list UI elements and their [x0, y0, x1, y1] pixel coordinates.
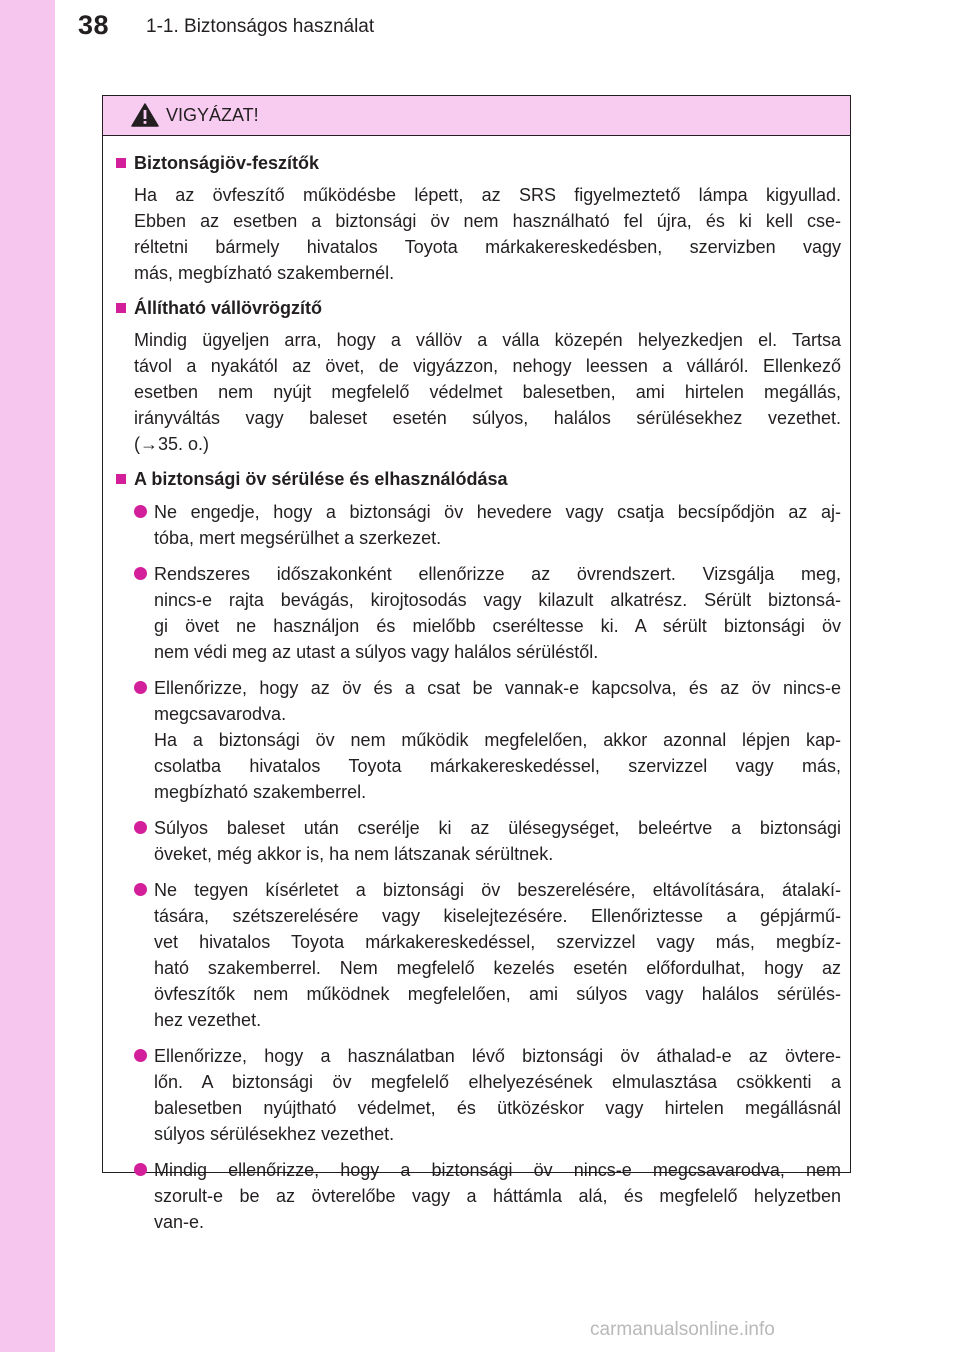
- bullet-line: nem védi meg az utast a súlyos vagy halálos sérüléstől.: [154, 642, 599, 662]
- bullet-item: [114, 1043, 841, 1147]
- round-bullet-icon: [134, 883, 147, 896]
- caution-box: [102, 95, 851, 1232]
- page-number: 38: [78, 10, 110, 40]
- bullet-item: [114, 815, 841, 867]
- bullet-line: megcsavarodva.: [154, 704, 287, 724]
- caution-section: [114, 150, 841, 286]
- bullet-line: Ellenőrizze, hogy az öv és a csat be vannak-e kapcsolva, és az öv nincs-e: [154, 678, 841, 698]
- bullet-item: [114, 877, 841, 1033]
- caution-header: [103, 96, 850, 136]
- section-title: [114, 150, 841, 176]
- bullet-line: tására, szétszerelésére vagy kiselejtezésére. Ellenőriztesse a gépjármű-: [154, 906, 841, 926]
- bullet-line: Ne tegyen kísérletet a biztonsági öv beszerelésére, eltávolítására, átalakí-: [154, 880, 841, 900]
- paragraph-line: esetben nem nyújt megfelelő védelmet balesetben, ami hirtelen megállás,: [134, 382, 841, 402]
- caution-content: [103, 136, 850, 1235]
- bullet-line: Ha a biztonsági öv nem működik megfelelően, akkor azonnal lépjen kap-: [154, 730, 841, 750]
- round-bullet-icon: [134, 821, 147, 834]
- bullet-item: [114, 499, 841, 551]
- section-title-text: Biztonságiöv-feszítők: [134, 153, 320, 173]
- paragraph-line: Mindig ügyeljen arra, hogy a vállöv a válla közepén helyezkedjen el. Tartsa: [134, 330, 841, 350]
- paragraph-line: (→35. o.): [134, 434, 210, 454]
- bullet-line: ható szakemberrel. Nem megfelelő kezelés esetén előfordulhat, hogy az: [154, 958, 841, 978]
- chapter-header: 1-1. Biztonságos használat: [146, 16, 375, 37]
- bullet-line: nincs-e rajta bevágás, kirojtosodás vagy kilazult alkatrész. Sérült biztonsá-: [154, 590, 841, 610]
- section-paragraph: [114, 327, 841, 457]
- round-bullet-icon: [134, 1163, 147, 1176]
- round-bullet-icon: [134, 681, 147, 694]
- bullet-line: Mindig ellenőrizze, hogy a biztonsági öv nincs-e megcsavarodva, nem: [154, 1160, 841, 1180]
- paragraph-line: Ebben az esetben a biztonsági öv nem használható fel újra, és ki kell cse-: [134, 211, 841, 231]
- bullet-item: [114, 561, 841, 665]
- bullet-line: tóba, mert megsérülhet a szerkezet.: [154, 528, 442, 548]
- section-title-text: A biztonsági öv sérülése és elhasználódása: [134, 469, 508, 489]
- section-paragraph: [114, 182, 841, 286]
- paragraph-line: irányváltás vagy baleset esetén súlyos, halálos sérülésekhez vezethet.: [134, 408, 841, 428]
- bullet-line: súlyos sérülésekhez vezethet.: [154, 1124, 395, 1144]
- bullet-line: csolatba hivatalos Toyota márkakereskedéssel, szervizzel vagy más,: [154, 756, 841, 776]
- caution-section: [114, 466, 841, 1235]
- side-tab-strip: [0, 0, 55, 1352]
- bullet-line: vet hivatalos Toyota márkakereskedéssel, szervizzel vagy más, megbíz-: [154, 932, 841, 952]
- square-bullet-icon: [116, 474, 126, 484]
- section-title: [114, 295, 841, 321]
- section-title: [114, 466, 841, 492]
- section-title-text: Állítható vállövrögzítő: [134, 298, 323, 318]
- paragraph-line: Ha az övfeszítő működésbe lépett, az SRS figyelmeztető lámpa kigyullad.: [134, 185, 841, 205]
- watermark-text: carmanualsonline.info: [590, 1319, 775, 1340]
- bullet-line: szorult-e be az övterelőbe vagy a háttámla alá, és megfelelő helyzetben: [154, 1186, 841, 1206]
- caution-section: [114, 295, 841, 457]
- bullet-line: lőn. A biztonsági öv megfelelő elhelyezésének elmulasztása csökkenti a: [154, 1072, 841, 1092]
- bullet-line: balesetben nyújtható védelmet, és ütközéskor vagy hirtelen megállásnál: [154, 1098, 841, 1118]
- square-bullet-icon: [116, 303, 126, 313]
- bullet-line: övfeszítők nem működnek megfelelően, ami súlyos vagy halálos sérülés-: [154, 984, 841, 1004]
- warning-triangle-icon: [131, 103, 159, 127]
- bullet-item: [114, 675, 841, 805]
- bullet-line: hez vezethet.: [154, 1010, 262, 1030]
- bullet-item: [114, 1157, 841, 1235]
- bullet-line: gi övet ne használjon és mielőbb cseréltesse ki. A sérült biztonsági öv: [154, 616, 841, 636]
- paragraph-line: távol a nyakától az övet, de vigyázzon, nehogy leessen a válláról. Ellenkező: [134, 356, 841, 376]
- paragraph-line: réltetni bármely hivatalos Toyota márkakereskedésben, szervizben vagy: [134, 237, 841, 257]
- bullet-line: van-e.: [154, 1212, 205, 1232]
- bullet-line: Rendszeres időszakonként ellenőrizze az övrendszert. Vizsgálja meg,: [154, 564, 841, 584]
- bullet-line: Súlyos baleset után cserélje ki az ülésegységet, beleértve a biztonsági: [154, 818, 841, 838]
- round-bullet-icon: [134, 505, 147, 518]
- caution-title: VIGYÁZAT!: [166, 105, 259, 125]
- bullet-line: Ne engedje, hogy a biztonsági öv hevedere vagy csatja becsípődjön az aj-: [154, 502, 841, 522]
- bullet-line: öveket, még akkor is, ha nem látszanak sérültnek.: [154, 844, 554, 864]
- paragraph-line: más, megbízható szakembernél.: [134, 263, 395, 283]
- bullet-line: megbízható szakemberrel.: [154, 782, 367, 802]
- round-bullet-icon: [134, 567, 147, 580]
- round-bullet-icon: [134, 1049, 147, 1062]
- square-bullet-icon: [116, 158, 126, 168]
- bullet-line: Ellenőrizze, hogy a használatban lévő biztonsági öv áthalad-e az övtere-: [154, 1046, 841, 1066]
